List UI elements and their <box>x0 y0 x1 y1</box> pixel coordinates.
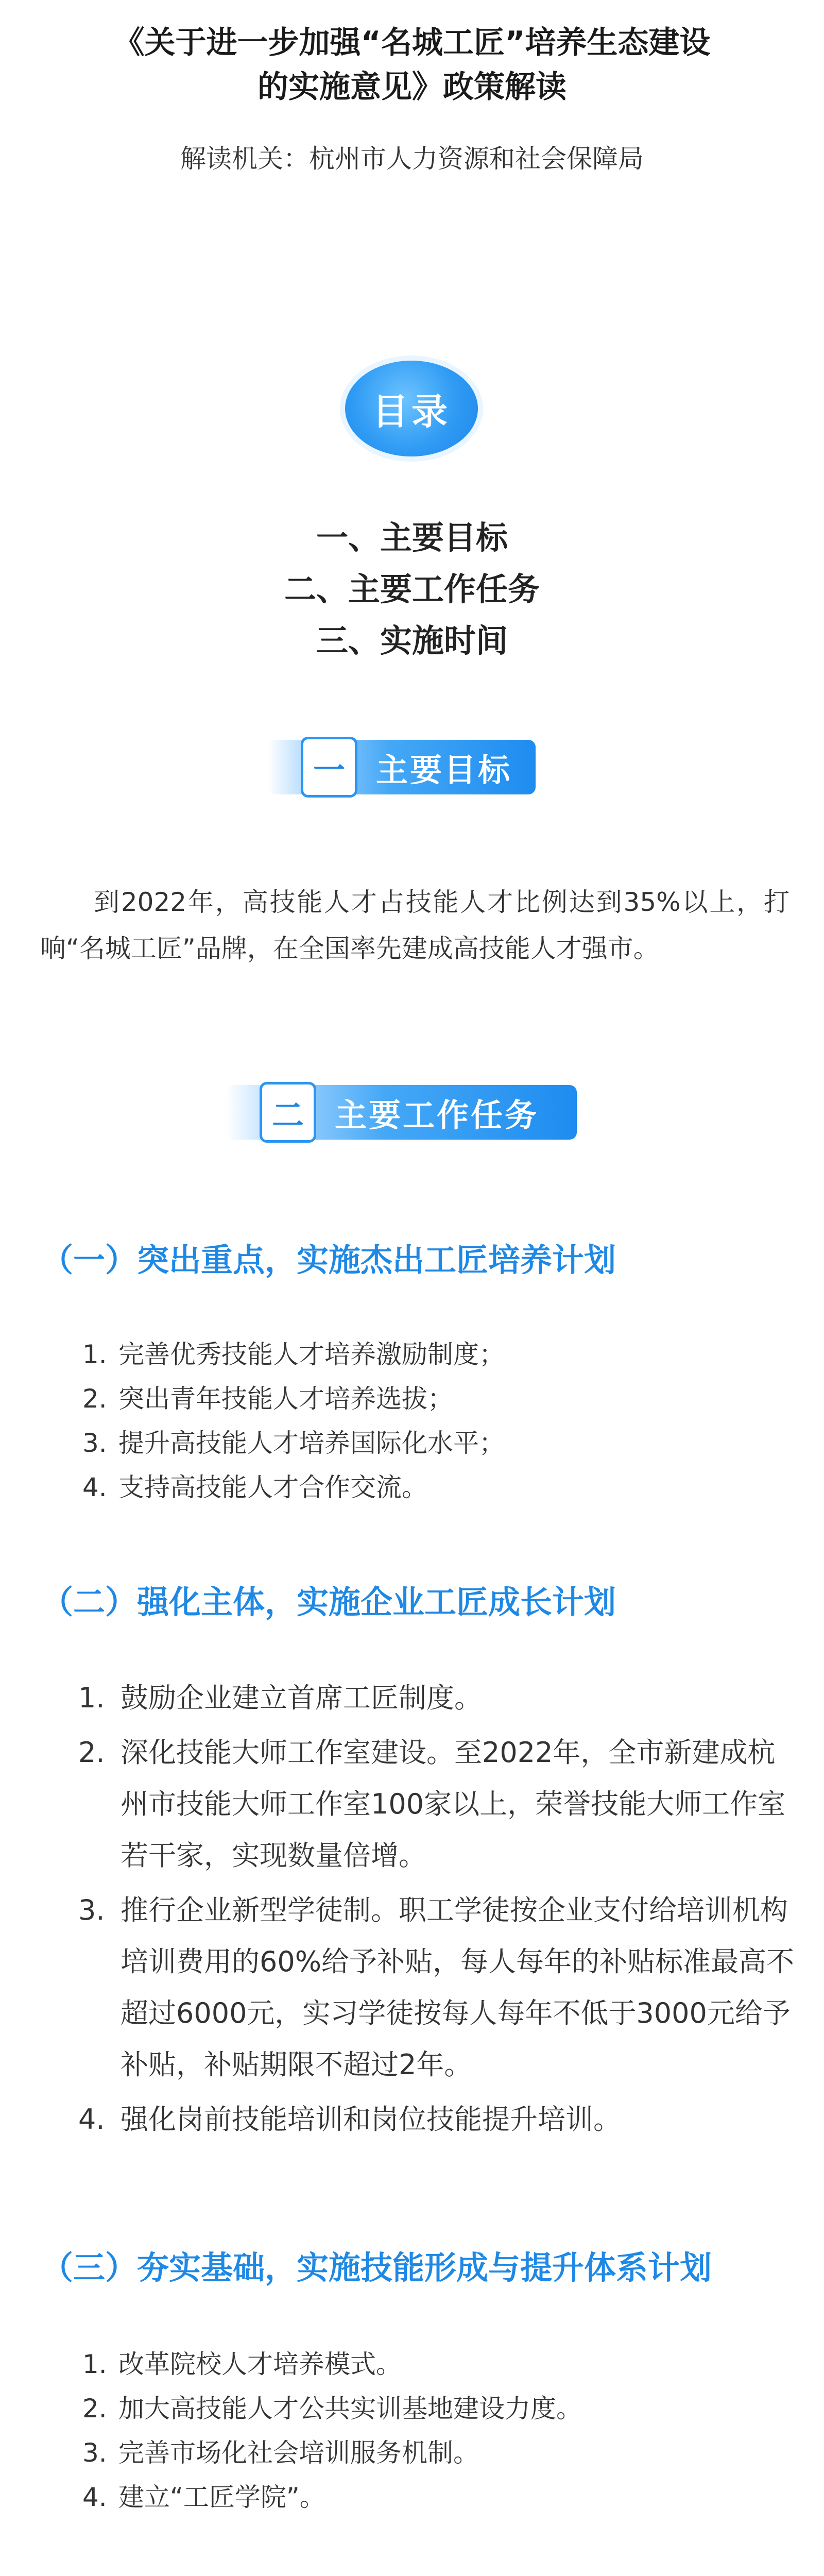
list-item: 3. 完善市场化社会培训服务机制。 <box>82 2438 479 2468</box>
section-title: 主要目标 <box>376 751 512 789</box>
section-banner-goals <box>268 740 536 794</box>
toc-list <box>0 512 824 667</box>
list-item: 3. 推行企业新型学徒制。职工学徒按企业支付给培训机构培训费用的60%给予补贴，每人每年的补贴标准最高不超过6000元，实习学徒按每人每年不低于3000元给予补贴，补贴期限不超过2年。 <box>78 1894 795 2081</box>
list-item: 4. 建立“工匠学院”。 <box>82 2482 325 2512</box>
section-title: 主要工作任务 <box>335 1096 539 1134</box>
subsection-list-3 <box>82 2342 793 2519</box>
section-banner-tasks <box>227 1085 577 1140</box>
section-number: 二 <box>260 1082 316 1143</box>
goals-paragraph: 到2022年，高技能人才占技能人才比例达到35%以上，打响“名城工匠”品牌，在全国率先建成高技能人才强市。 <box>40 887 789 963</box>
subsection-heading-2: （二）强化主体，实施企业工匠成长计划 <box>41 1583 616 1621</box>
issuing-organization: 解读机关：杭州市人力资源和社会保障局 <box>180 144 644 174</box>
page-title-line-2: 的实施意见》政策解读 <box>258 69 566 105</box>
toc-item-tasks[interactable]: 二、主要工作任务 <box>284 570 540 608</box>
toc-item-timeline[interactable]: 三、实施时间 <box>316 622 508 659</box>
list-item: 1. 鼓励企业建立首席工匠制度。 <box>78 1682 482 1714</box>
list-item: 2. 突出青年技能人才培养选拔； <box>82 1384 453 1414</box>
subsection-list-2 <box>78 1672 798 2148</box>
list-item: 1. 完善优秀技能人才培养激励制度； <box>82 1340 505 1369</box>
page-title <box>0 21 824 109</box>
list-item: 4. 支持高技能人才合作交流。 <box>82 1472 427 1502</box>
subsection-heading-1: （一）突出重点，实施杰出工匠培养计划 <box>41 1241 616 1279</box>
list-item: 3. 提升高技能人才培养国际化水平； <box>82 1428 505 1458</box>
subsection-list-1 <box>82 1332 793 1510</box>
list-item: 1. 改革院校人才培养模式。 <box>82 2349 402 2379</box>
toc-item-goals[interactable]: 一、主要目标 <box>316 519 508 556</box>
section-number: 一 <box>301 737 357 798</box>
list-item: 2. 深化技能大师工作室建设。至2022年，全市新建成杭州市技能大师工作室100家以上，荣誉技能大师工作室若干家，实现数量倍增。 <box>78 1736 786 1872</box>
subsection-heading-3: （三）夯实基础，实施技能形成与提升体系计划 <box>41 2249 712 2286</box>
toc-badge: 目录 <box>345 361 478 456</box>
list-item: 2. 加大高技能人才公共实训基地建设力度。 <box>82 2394 582 2424</box>
list-item: 4. 强化岗前技能培训和岗位技能提升培训。 <box>78 2103 621 2136</box>
page-title-line-1: 《关于进一步加强“名城工匠”培养生态建设 <box>113 25 711 61</box>
